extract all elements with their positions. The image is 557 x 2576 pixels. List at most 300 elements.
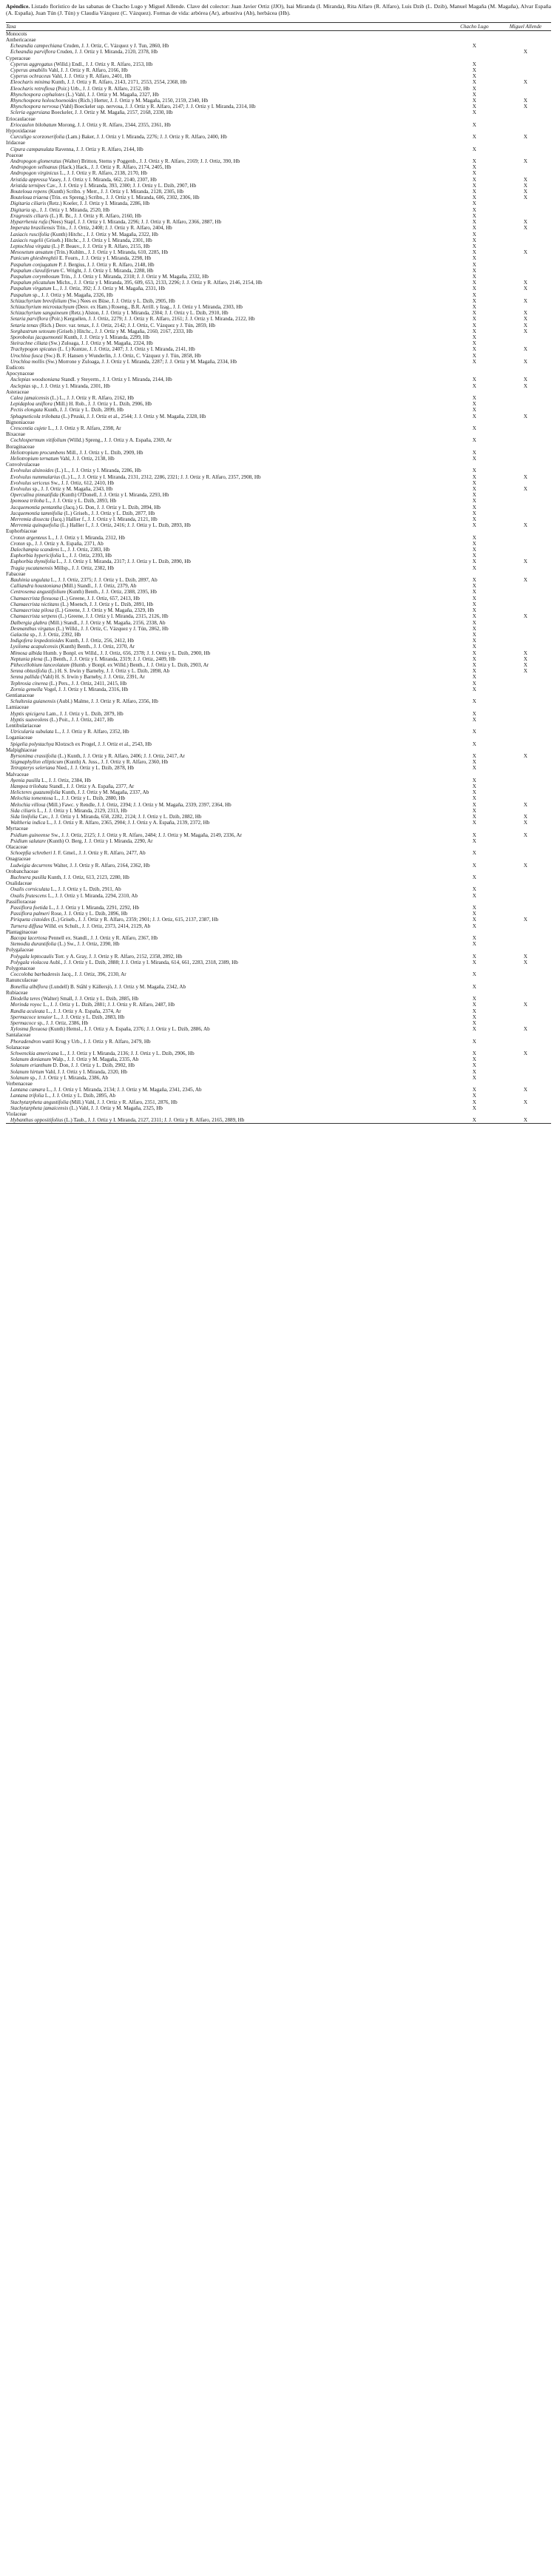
taxon-cell: [6, 863, 449, 869]
species-row: [6, 104, 551, 109]
family-name: Poaceae: [6, 152, 24, 158]
species-authority: L., J. J. Ortiz y I. Miranda, 2291, 2292, Hb: [47, 905, 139, 911]
species-authority: Jacq., J. J. Ortiz, 396, 2130, Ar: [60, 971, 126, 978]
species-row: [6, 1093, 551, 1099]
presence-miguel-allende: [500, 1062, 551, 1068]
taxon-cell: [6, 802, 449, 808]
taxon-cell: [6, 1087, 449, 1093]
species-name: Coccoloba barbadensis: [10, 971, 61, 978]
species-row: [6, 49, 551, 55]
family-row: [6, 444, 551, 450]
taxon-cell: [6, 687, 449, 692]
presence-miguel-allende: X: [523, 79, 528, 86]
presence-chacho-lugo: X: [472, 182, 476, 189]
species-name: Imperata brasiliensis: [10, 225, 55, 232]
species-name: Schultesia guianensis: [10, 698, 56, 705]
species-authority: Vahl, J. J. Ortiz y I. Miranda, 2320, Hb: [44, 1068, 127, 1075]
presence-miguel-allende: [500, 292, 551, 298]
species-row: [6, 232, 551, 237]
presence-chacho-lugo: X: [472, 698, 476, 705]
presence-miguel-allende: [500, 395, 551, 401]
taxon-cell: [6, 808, 449, 814]
family-name: Bignoniaceae: [6, 419, 35, 425]
species-name: Paspalum clavuliferum: [10, 267, 60, 274]
taxon-cell: [6, 1051, 449, 1056]
family-row: [6, 772, 551, 778]
species-authority: L., J. J. Ortiz y L. Dzib, 2880, Hb: [53, 795, 126, 802]
family-name: Myrtaceae: [6, 826, 28, 832]
taxon-cell: [6, 334, 449, 340]
species-authority: Vasey, J. J. Ortiz y I. Miranda, 662, 2140, 2307, Hb: [47, 176, 157, 183]
species-row: [6, 359, 551, 365]
species-authority: (L.) L., J. J. Ortiz y I. Miranda, 2286, Hb: [53, 468, 141, 474]
taxon-cell: [6, 1039, 449, 1045]
presence-chacho-lugo: X: [472, 176, 476, 183]
species-row: [6, 456, 551, 462]
taxon-cell: [6, 207, 449, 213]
family-row: [6, 965, 551, 971]
presence-miguel-allende: X: [523, 1099, 528, 1105]
species-name: Spermacoce tenuior: [10, 1014, 53, 1020]
taxon-cell: [6, 681, 449, 687]
taxon-cell: [6, 674, 449, 680]
species-row: [6, 480, 551, 486]
species-row: [6, 971, 551, 977]
species-authority: L., J. J. Ortiz, 392; J. J. Ortiz y M. Magaña, 2331, Hb: [51, 286, 165, 292]
species-name: Schoepfia schreberi: [10, 850, 53, 857]
presence-chacho-lugo: X: [472, 291, 476, 298]
presence-chacho-lugo: X: [472, 170, 476, 177]
species-authority: Vahl, J. J. Ortiz y R. Alfaro, 2401, Hb: [50, 73, 132, 80]
species-authority: L., J. J. Ortiz y I. Miranda, 2294, 2310, Ab: [47, 892, 138, 899]
taxon-cell: [6, 553, 449, 559]
presence-miguel-allende: X: [523, 413, 528, 419]
presence-miguel-allende: [500, 207, 551, 213]
taxon-cell: [6, 407, 449, 413]
presence-chacho-lugo: X: [472, 1062, 476, 1069]
presence-chacho-lugo: X: [472, 394, 476, 401]
species-authority: (L.) Pruski, J. J. Ortiz et al., 2544; J. J. Ortiz y M. Magaña, 2328, Hb: [60, 413, 206, 419]
species-row: [6, 298, 551, 304]
taxon-cell: [6, 43, 449, 49]
family-name: Rubiaceae: [6, 989, 28, 996]
species-row: [6, 911, 551, 917]
presence-chacho-lugo: X: [472, 498, 476, 505]
presence-miguel-allende: [500, 164, 551, 170]
presence-miguel-allende: [500, 893, 551, 899]
taxon-cell: [6, 971, 449, 977]
species-name: Paspalum corymbosum: [10, 273, 60, 280]
family-name: Polygonaceae: [6, 965, 36, 972]
species-row: [6, 268, 551, 274]
presence-miguel-allende: [500, 547, 551, 553]
species-authority: Klotzsch ex Progel, J. J. Ortiz et al., 2543, Hb: [53, 741, 152, 747]
taxon-cell: [6, 243, 449, 249]
header-chacho-lugo: Chacho Lugo: [449, 22, 500, 30]
presence-miguel-allende: X: [523, 104, 528, 110]
species-table: [6, 22, 551, 1125]
species-name: Euphorbia hypericifolia: [10, 553, 61, 559]
presence-miguel-allende: X: [523, 832, 528, 838]
family-row: [6, 571, 551, 577]
presence-miguel-allende: [500, 638, 551, 644]
species-authority: Kunth, J. J. Ortiz y R. Alfaro, 2143, 2171, 2553, 2554, 2368, Hb: [50, 79, 187, 86]
species-authority: Cav., J. J. Ortiz y I. Miranda, 658, 2282, 2124; J. J. Ortiz y L. Dzib, 2882, Hb: [37, 814, 202, 820]
presence-chacho-lugo: X: [472, 650, 476, 656]
species-row: [6, 717, 551, 723]
taxon-cell: [6, 298, 449, 304]
family-name: Verbenaceae: [6, 1080, 33, 1087]
species-authority: (Griseb.) Hitchc., J. J. Ortiz y I. Miranda, 2301, Hb: [43, 237, 152, 243]
species-row: [6, 1062, 551, 1068]
family-row: [6, 723, 551, 729]
species-name: Pectis elongata: [10, 407, 43, 414]
species-authority: (Mill.) Fawc. y Rendle, J. J. Ortiz, 2394; J. J. Ortiz y M. Magaña, 2339, 2397, 2364, Hb: [45, 801, 232, 808]
species-row: [6, 492, 551, 498]
presence-chacho-lugo: X: [472, 1068, 476, 1075]
taxon-cell: [6, 765, 449, 771]
species-row: [6, 353, 551, 359]
presence-chacho-lugo: X: [472, 1093, 476, 1099]
presence-miguel-allende: X: [523, 953, 528, 960]
presence-miguel-allende: [500, 61, 551, 67]
species-name: Indigofera lespedezioides: [10, 638, 64, 644]
taxon-cell: [6, 778, 449, 783]
presence-chacho-lugo: X: [472, 522, 476, 529]
species-row: [6, 935, 551, 941]
presence-chacho-lugo: X: [472, 219, 476, 226]
species-row: [6, 632, 551, 638]
species-row: [6, 414, 551, 419]
species-authority: (Trin.) Kuhlm., J. J. Ortiz y I. Miranda, 610, 2285, Hb: [53, 249, 169, 256]
species-authority: sp., J. J. Ortiz, 2386, Hb: [36, 1019, 89, 1026]
species-row: [6, 832, 551, 838]
taxon-cell: [6, 164, 449, 170]
presence-miguel-allende: [500, 1008, 551, 1014]
species-authority: Vahl, J. J. Ortiz y R. Alfaro, 2166, Hb: [47, 67, 128, 74]
presence-chacho-lugo: X: [472, 820, 476, 826]
taxon-cell: [6, 893, 449, 899]
species-row: [6, 814, 551, 820]
species-name: Lasiacis rugelii: [10, 237, 44, 243]
presence-miguel-allende: [500, 583, 551, 589]
presence-chacho-lugo: X: [472, 577, 476, 584]
presence-chacho-lugo: X: [472, 752, 476, 759]
species-name: Senna pallida: [10, 674, 40, 681]
species-name: Curculigo scorzonerifolia: [10, 134, 65, 141]
species-authority: L., J. J. Ortiz y I. Miranda, 2317; J. J. Ortiz y L. Dzib, 2890, Hb: [55, 559, 191, 565]
presence-miguel-allende: [500, 935, 551, 941]
species-row: [6, 304, 551, 310]
species-row: [6, 334, 551, 340]
presence-chacho-lugo: X: [472, 583, 476, 590]
taxon-cell: [6, 522, 449, 528]
presence-miguel-allende: X: [523, 668, 528, 675]
taxon-cell: [6, 177, 449, 183]
species-row: [6, 874, 551, 880]
species-name: Lepidaploa uniflora: [10, 401, 53, 408]
presence-miguel-allende: [500, 1056, 551, 1062]
presence-miguel-allende: [500, 644, 551, 650]
presence-chacho-lugo: X: [472, 255, 476, 262]
taxon-cell: [6, 262, 449, 268]
taxon-cell: [6, 632, 449, 638]
species-row: [6, 1075, 551, 1081]
presence-chacho-lugo: X: [472, 680, 476, 687]
species-row: [6, 249, 551, 255]
family-name: Violaceae: [6, 1110, 27, 1117]
presence-miguel-allende: [500, 304, 551, 310]
presence-chacho-lugo: X: [472, 1050, 476, 1056]
species-authority: (L.) Vahl, J. J. Ortiz y M. Magaña, 2325, Hb: [68, 1105, 163, 1111]
presence-miguel-allende: [500, 626, 551, 632]
species-authority: sp., J. J. Ortiz, 2392, Hb: [28, 631, 81, 638]
family-row: [6, 856, 551, 862]
presence-chacho-lugo: X: [472, 267, 476, 274]
family-row: [6, 371, 551, 377]
presence-miguel-allende: [500, 553, 551, 559]
presence-chacho-lugo: X: [472, 540, 476, 547]
presence-miguel-allende: [500, 711, 551, 717]
species-authority: (Lam.) Baker, J. J. Ortiz y I. Miranda, 2276; J. J. Ortiz y R. Alfaro, 2400, Hb: [64, 134, 227, 141]
species-authority: Kunth, J. J. Ortiz y I. Miranda, 2299, Hb: [62, 334, 150, 340]
presence-miguel-allende: X: [523, 1050, 528, 1056]
species-authority: Cruden, J. J. Ortiz y I. Miranda, 2120, 2378, Hb: [55, 49, 158, 55]
family-row: [6, 704, 551, 710]
species-name: Urochloa fusca: [10, 352, 43, 359]
species-name: Galactia: [10, 631, 29, 638]
species-authority: (Vahl) H. S. Irwin y Barneby, J. J. Ortiz, 2391, Ar: [39, 674, 145, 681]
species-row: [6, 765, 551, 771]
taxon-cell: [6, 516, 449, 522]
taxon-cell: [6, 213, 449, 219]
taxon-cell: [6, 565, 449, 571]
species-row: [6, 262, 551, 268]
species-row: [6, 802, 551, 808]
species-row: [6, 407, 551, 413]
presence-chacho-lugo: X: [472, 425, 476, 431]
presence-chacho-lugo: X: [472, 801, 476, 808]
species-name: Xylosma flexuosa: [10, 1026, 47, 1033]
presence-chacho-lugo: X: [472, 67, 476, 74]
species-authority: Trin., J. J. Ortiz, 2408; J. J. Ortiz y R. Alfaro, 2404, Hb: [55, 225, 172, 232]
species-authority: Boeckeler, J. J. Ortiz y M. Magaña, 2157, 2168, 2330, Hb: [50, 109, 173, 116]
taxon-cell: [6, 1056, 449, 1062]
taxon-cell: [6, 505, 449, 510]
species-name: Andropogon glomeratus: [10, 158, 61, 165]
species-name: Asclepias: [10, 382, 31, 389]
species-name: Pithecellobium lanceolatum: [10, 661, 70, 668]
appendix-caption: [6, 3, 551, 16]
presence-chacho-lugo: X: [472, 85, 476, 92]
species-authority: L., J. J. Ortiz y A. España, 2374, Ar: [44, 1008, 121, 1014]
species-name: Lantana camara: [10, 1087, 46, 1093]
presence-miguel-allende: [500, 170, 551, 176]
taxon-cell: [6, 886, 449, 892]
presence-miguel-allende: [500, 407, 551, 413]
species-name: Merremia dissecta: [10, 516, 50, 523]
species-authority: (L.) Benth., J. J. Ortiz y I. Miranda, 2319; J. J. Ortiz, 2409, Hb: [42, 655, 176, 662]
presence-chacho-lugo: X: [472, 935, 476, 942]
species-row: [6, 886, 551, 892]
species-authority: L., J. J. Ortiz y L. Dzib, 2895, Ab: [44, 1093, 116, 1099]
species-row: [6, 98, 551, 104]
presence-chacho-lugo: X: [472, 121, 476, 128]
species-row: [6, 219, 551, 225]
species-name: Bouteloua repens: [10, 189, 47, 195]
presence-miguel-allende: [500, 795, 551, 801]
species-authority: Morong, J. J. Ortiz y R. Alfaro, 2344, 2355, 2361, Hb: [56, 121, 171, 128]
taxon-cell: [6, 644, 449, 650]
species-row: [6, 917, 551, 923]
taxon-cell: [6, 729, 449, 735]
species-authority: Rose, J. J. Ortiz y L. Dzib, 2896, Hb: [50, 911, 128, 917]
species-name: Solanum donianum: [10, 1056, 51, 1063]
presence-miguel-allende: [500, 808, 551, 814]
species-name: Panicum ghiesbreghtii: [10, 255, 58, 262]
species-row: [6, 589, 551, 595]
species-name: Jacquemontia tamnifolia: [10, 510, 63, 516]
species-authority: (Kunth) O. Berg, J. J. Ortiz y I. Miranda, 2290, Ar: [46, 837, 153, 844]
taxon-cell: [6, 850, 449, 856]
taxon-cell: [6, 310, 449, 316]
species-name: Hyparrhenia rufa: [10, 219, 48, 226]
family-name: Oxalidaceae: [6, 880, 33, 887]
family-row: [6, 431, 551, 437]
species-name: Echeandia parviflora: [10, 49, 55, 55]
presence-miguel-allende: X: [523, 577, 528, 584]
presence-miguel-allende: X: [523, 346, 528, 353]
species-row: [6, 109, 551, 115]
species-row: [6, 92, 551, 98]
presence-miguel-allende: X: [523, 917, 528, 923]
presence-chacho-lugo: X: [472, 212, 476, 219]
presence-miguel-allende: [500, 450, 551, 456]
presence-chacho-lugo: X: [472, 911, 476, 917]
species-name: Aristida appressa: [10, 176, 47, 183]
species-authority: Vahl, J. J. Ortiz, 2138, Hb: [58, 456, 115, 462]
taxon-cell: [6, 316, 449, 322]
presence-miguel-allende: [500, 541, 551, 547]
presence-miguel-allende: X: [523, 382, 528, 389]
species-row: [6, 498, 551, 504]
family-row: [6, 140, 551, 146]
species-name: Merremia quinquefolia: [10, 522, 59, 529]
species-authority: (L.) Sw., J. J. Ortiz, 2390, Hb: [56, 941, 120, 948]
species-authority: J. F. Gmel., J. J. Ortiz y R. Alfaro, 2477, Ab: [52, 850, 146, 857]
presence-chacho-lugo: X: [472, 644, 476, 650]
presence-chacho-lugo: X: [472, 437, 476, 444]
species-name: Stachytarpheta jamaicensis: [10, 1105, 69, 1111]
presence-miguel-allende: X: [523, 613, 528, 620]
species-row: [6, 613, 551, 619]
presence-chacho-lugo: X: [472, 200, 476, 207]
presence-miguel-allende: [500, 146, 551, 152]
species-name: Hybanthus oppositifolius: [10, 1117, 64, 1124]
presence-chacho-lugo: X: [472, 98, 476, 104]
species-name: Eragrostis ciliaris: [10, 212, 49, 219]
taxon-cell: [6, 917, 449, 923]
presence-chacho-lugo: X: [472, 850, 476, 857]
presence-chacho-lugo: X: [472, 795, 476, 802]
taxon-cell: [6, 237, 449, 243]
species-name: Rhynchospora cephalotes: [10, 91, 65, 98]
family-name: Asteraceae: [6, 388, 30, 395]
species-name: Setaria parviflora: [10, 316, 49, 323]
species-name: Dalbergia glabra: [10, 619, 47, 626]
presence-miguel-allende: [500, 674, 551, 680]
family-row: [6, 389, 551, 395]
presence-miguel-allende: X: [523, 286, 528, 292]
presence-chacho-lugo: X: [472, 346, 476, 353]
presence-chacho-lugo: X: [472, 231, 476, 237]
species-name: Sorghastrum setosum: [10, 328, 56, 334]
taxon-cell: [6, 79, 449, 85]
species-row: [6, 577, 551, 583]
presence-miguel-allende: [500, 274, 551, 280]
presence-miguel-allende: [500, 425, 551, 431]
species-authority: (L.) Greene, J. J. Ortiz y M. Magaña, 2329, Hb: [53, 607, 155, 614]
presence-miguel-allende: [500, 886, 551, 892]
family-name: Eudicots: [6, 364, 24, 371]
presence-miguel-allende: [500, 1093, 551, 1099]
family-row: [6, 1032, 551, 1038]
presence-miguel-allende: [500, 838, 551, 844]
species-name: Passiflora foetida: [10, 905, 48, 911]
species-name: Tephrosia cinerea: [10, 680, 48, 687]
presence-chacho-lugo: X: [472, 109, 476, 116]
presence-chacho-lugo: X: [472, 61, 476, 67]
family-row: [6, 899, 551, 905]
presence-chacho-lugo: X: [472, 456, 476, 462]
species-authority: (L.) Greene, J. J. Ortiz, 657, 2413, Hb: [58, 595, 140, 601]
taxon-cell: [6, 832, 449, 838]
presence-chacho-lugo: X: [472, 1008, 476, 1014]
taxon-cell: [6, 911, 449, 917]
presence-miguel-allende: X: [523, 49, 528, 55]
presence-chacho-lugo: X: [472, 1105, 476, 1111]
presence-chacho-lugo: X: [472, 1099, 476, 1105]
species-name: Melochia tomentosa: [10, 795, 53, 802]
presence-chacho-lugo: X: [472, 249, 476, 256]
taxon-cell: [6, 838, 449, 844]
taxon-cell: [6, 274, 449, 280]
presence-miguel-allende: X: [523, 655, 528, 662]
species-row: [6, 158, 551, 164]
species-name: Chamaecrista serpens: [10, 613, 58, 620]
species-row: [6, 328, 551, 334]
species-authority: (Sw.) Zuloaga, J. J. Ortiz y M. Magaña, 2324, Hb: [47, 340, 153, 347]
family-name: Cyperaceae: [6, 55, 31, 61]
species-name: Paspalum: [10, 291, 32, 298]
family-row: [6, 692, 551, 698]
family-name: Monocots: [6, 30, 27, 37]
species-name: Centrosema angustifolium: [10, 589, 66, 596]
presence-miguel-allende: [500, 43, 551, 49]
species-row: [6, 650, 551, 656]
presence-chacho-lugo: X: [472, 91, 476, 98]
species-authority: Kunth, J. J. Ortiz, 613, 2123, 2280, Hb: [46, 874, 129, 881]
presence-miguel-allende: [500, 468, 551, 473]
taxon-cell: [6, 1105, 449, 1111]
presence-miguel-allende: [500, 681, 551, 687]
presence-chacho-lugo: X: [472, 473, 476, 480]
taxon-cell: [6, 923, 449, 929]
taxon-cell: [6, 280, 449, 286]
presence-miguel-allende: X: [523, 814, 528, 820]
family-row: [6, 30, 551, 37]
species-name: Polygala leptocaulis: [10, 953, 54, 960]
